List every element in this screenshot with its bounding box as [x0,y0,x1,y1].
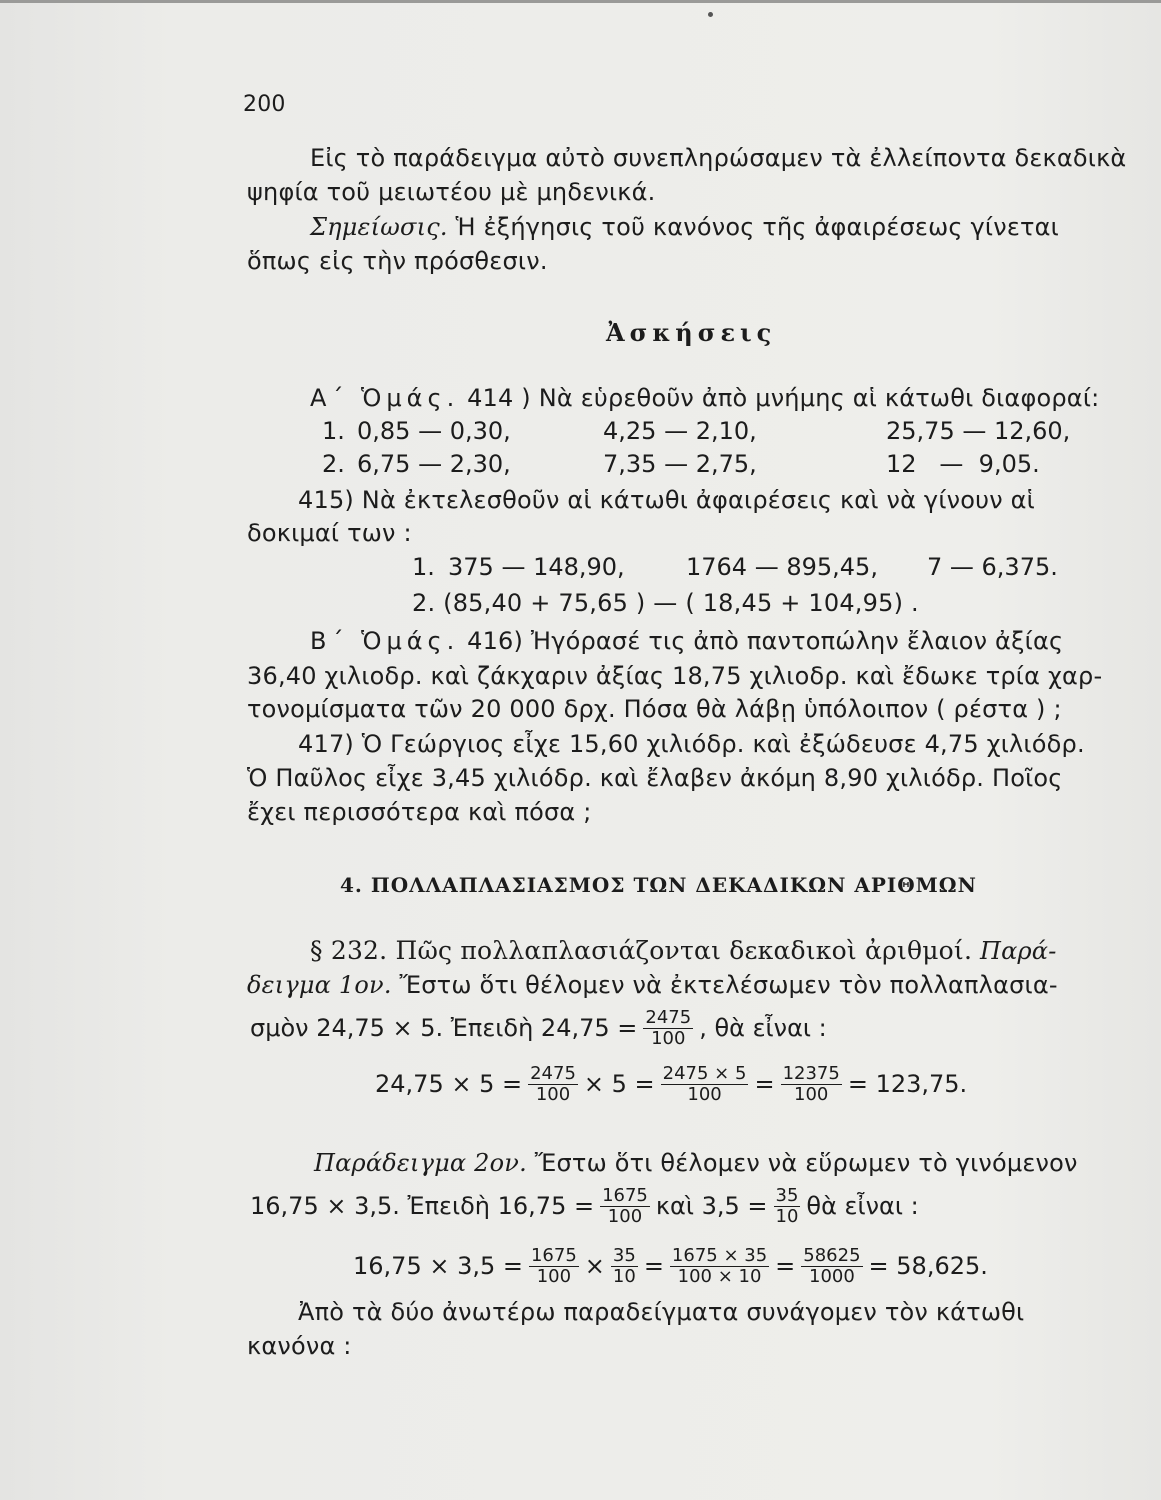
ink-dot [708,12,713,17]
paragraph-232-line-2 [247,970,1058,1000]
example-1-text: Ἔστω ὅτι θέλομεν νὰ ἐκτελέσωμεν τὸν πολλαπλασια- [399,971,1058,999]
denominator: 100 [687,1083,722,1105]
numerator: 1675 [530,1244,577,1266]
numerator: 1675 [602,1184,648,1206]
exercise-416-line-1 [310,626,1063,656]
fraction [528,1064,578,1105]
numerator: 2475 [645,1006,692,1028]
note-line-1 [310,212,1059,242]
exercise-416-line-3: τονομίσματα τῶν 20 000 δρχ. Πόσα θὰ λάβῃ ὑπόλοιπον ( ρέστα ) ; [247,695,1062,723]
fraction [643,1008,693,1049]
group-b-label: Β΄ Ὁμάς. [310,627,460,655]
note-label: Σημείωσις. [310,213,448,241]
equation-term: = 123,75. [847,1070,968,1098]
equation-term: = [775,1252,796,1280]
denominator: 10 [775,1205,799,1227]
denominator: 10 [612,1265,636,1287]
example-1-label-a: Παρά- [979,937,1057,965]
example-2-text-c: θὰ εἶναι : [806,1192,919,1220]
note-line-2: ὅπως εἰς τὴν πρόσθεσιν. [247,247,548,275]
numerator: 35 [775,1184,799,1206]
denominator: 100 [651,1027,686,1049]
equation-term: = [754,1070,775,1098]
paragraph-232-line-1 [310,936,1057,966]
difference-cell: 375 — 148,90, [448,553,625,581]
equation-term: 24,75 × 5 = [375,1070,523,1098]
conclusion-line-2: κανόνα : [247,1332,352,1360]
intro-line-2: ψηφία τοῦ μειωτέου μὲ μηδενικά. [247,178,656,206]
difference-cell: 1764 — 895,45, [686,553,878,581]
fraction [600,1186,650,1227]
numerator: 1675 × 35 [671,1244,768,1266]
equation-term: 16,75 × 3,5 = [353,1252,523,1280]
group-a-label: Α΄ Ὁμάς. [310,384,460,412]
fraction [661,1064,749,1105]
intro-line-1: Εἰς τὸ παράδειγμα αὐτὸ συνεπληρώσαμεν τὰ ἐλλείποντα δεκαδικὰ [310,144,1127,172]
difference-cell: 12 — 9,05. [886,450,1040,478]
equation-2 [350,1240,991,1292]
exercise-416-line-2: 36,40 χιλιοδρ. καὶ ζάκχαριν ἀξίας 18,75 χιλιοδρ. καὶ ἔδωκε τρία χαρ- [247,662,1103,690]
numerator: 35 [612,1244,636,1266]
denominator: 100 [536,1265,572,1287]
example-2-text: Ἔστω ὅτι θέλομεν νὰ εὕρωμεν τὸ γινόμενον [534,1149,1078,1177]
numerator: 2475 [530,1062,576,1084]
example-1-text-b: , θὰ εἶναι : [699,1014,827,1042]
exercise-417-line-3: ἔχει περισσότερα καὶ πόσα ; [247,798,592,826]
fraction [774,1186,801,1227]
denominator: 100 × 10 [677,1265,762,1287]
difference-cell: 0,85 — 0,30, [357,417,511,445]
scan-top-edge [0,0,1161,3]
conclusion-line-1: Ἀπὸ τὰ δύο ἀνωτέρω παραδείγματα συνάγομεν τὸν κάτωθι [298,1298,1025,1326]
exercise-415-line-1: 415) Νὰ ἐκτελεσθοῦν αἱ κάτωθι ἀφαιρέσεις καὶ νὰ γίνουν αἱ [298,486,1036,514]
equation-term: × 5 = [583,1070,655,1098]
example-2-line-2 [247,1180,922,1232]
example-2-text-a: 16,75 × 3,5. Ἐπειδὴ 16,75 = [250,1192,595,1220]
exercise-415-line-2: δοκιμαί των : [247,519,412,547]
denominator: 100 [535,1083,571,1105]
fraction [801,1246,862,1287]
difference-cell: 4,25 — 2,10, [603,417,757,445]
difference-cell: 7,35 — 2,75, [603,450,757,478]
paragraph-232-heading: § 232. Πῶς πολλαπλασιάζονται δεκαδικοὶ ἀριθμοί. [310,936,973,965]
fraction [611,1246,638,1287]
exercise-417-line-2: Ὁ Παῦλος εἶχε 3,45 χιλιόδρ. καὶ ἔλαβεν ἀκόμη 8,90 χιλιόδρ. Ποῖος [247,764,1063,792]
exercise-414-text: 414 ) Νὰ εὑρεθοῦν ἀπὸ μνήμης αἱ κάτωθι διαφοραί: [467,384,1100,412]
section-4-title: 4. ΠΟΛΛΑΠΛΑΣΙΑΣΜΟΣ ΤΩΝ ΔΕΚΑΔΙΚΩΝ ΑΡΙΘΜΩΝ [340,873,977,897]
difference-cell: 7 — 6,375. [927,553,1058,581]
numerator: 2475 × 5 [662,1062,747,1084]
paragraph-232-line-3 [247,1002,830,1054]
equation-term: × [584,1252,605,1280]
row-number: 2. [322,450,345,478]
example-2-text-b: καὶ 3,5 = [655,1192,768,1220]
example-1-text-a: σμὸν 24,75 × 5. Ἐπειδὴ 24,75 = [250,1014,638,1042]
example-2-label: Παράδειγμα 2ον. [314,1149,527,1177]
exercise-414 [310,383,1099,413]
page-number: 200 [243,92,286,117]
equation-term: = 58,625. [868,1252,988,1280]
ex415-row-2: 2. (85,40 + 75,65 ) — ( 18,45 + 104,95) . [412,589,919,617]
denominator: 1000 [809,1265,855,1287]
note-text: Ἡ ἐξήγησις τοῦ κανόνος τῆς ἀφαιρέσεως γίνεται [455,213,1059,241]
difference-cell: 6,75 — 2,30, [357,450,511,478]
denominator: 100 [607,1205,643,1227]
difference-cell: 25,75 — 12,60, [886,417,1071,445]
exercise-416-text: 416) Ἠγόρασέ τις ἀπὸ παντοπώλην ἔλαιον ἀξίας [467,627,1064,655]
denominator: 100 [794,1083,829,1105]
numerator: 58625 [803,1244,861,1266]
equation-1 [372,1058,970,1110]
example-1-label-b: δειγμα 1ον. [247,971,392,999]
equation-term: = [643,1252,664,1280]
row-number: 1. [412,553,435,581]
exercise-417-line-1: 417) Ὁ Γεώργιος εἶχε 15,60 χιλιόδρ. καὶ ἐξώδευσε 4,75 χιλιόδρ. [298,730,1085,758]
fraction [670,1246,769,1287]
fraction [781,1064,842,1105]
row-number: 1. [322,417,345,445]
example-2-line-1 [314,1148,1078,1178]
fraction [529,1246,579,1287]
numerator: 12375 [782,1062,840,1084]
exercises-heading: Ἀσκήσεις [606,318,777,347]
